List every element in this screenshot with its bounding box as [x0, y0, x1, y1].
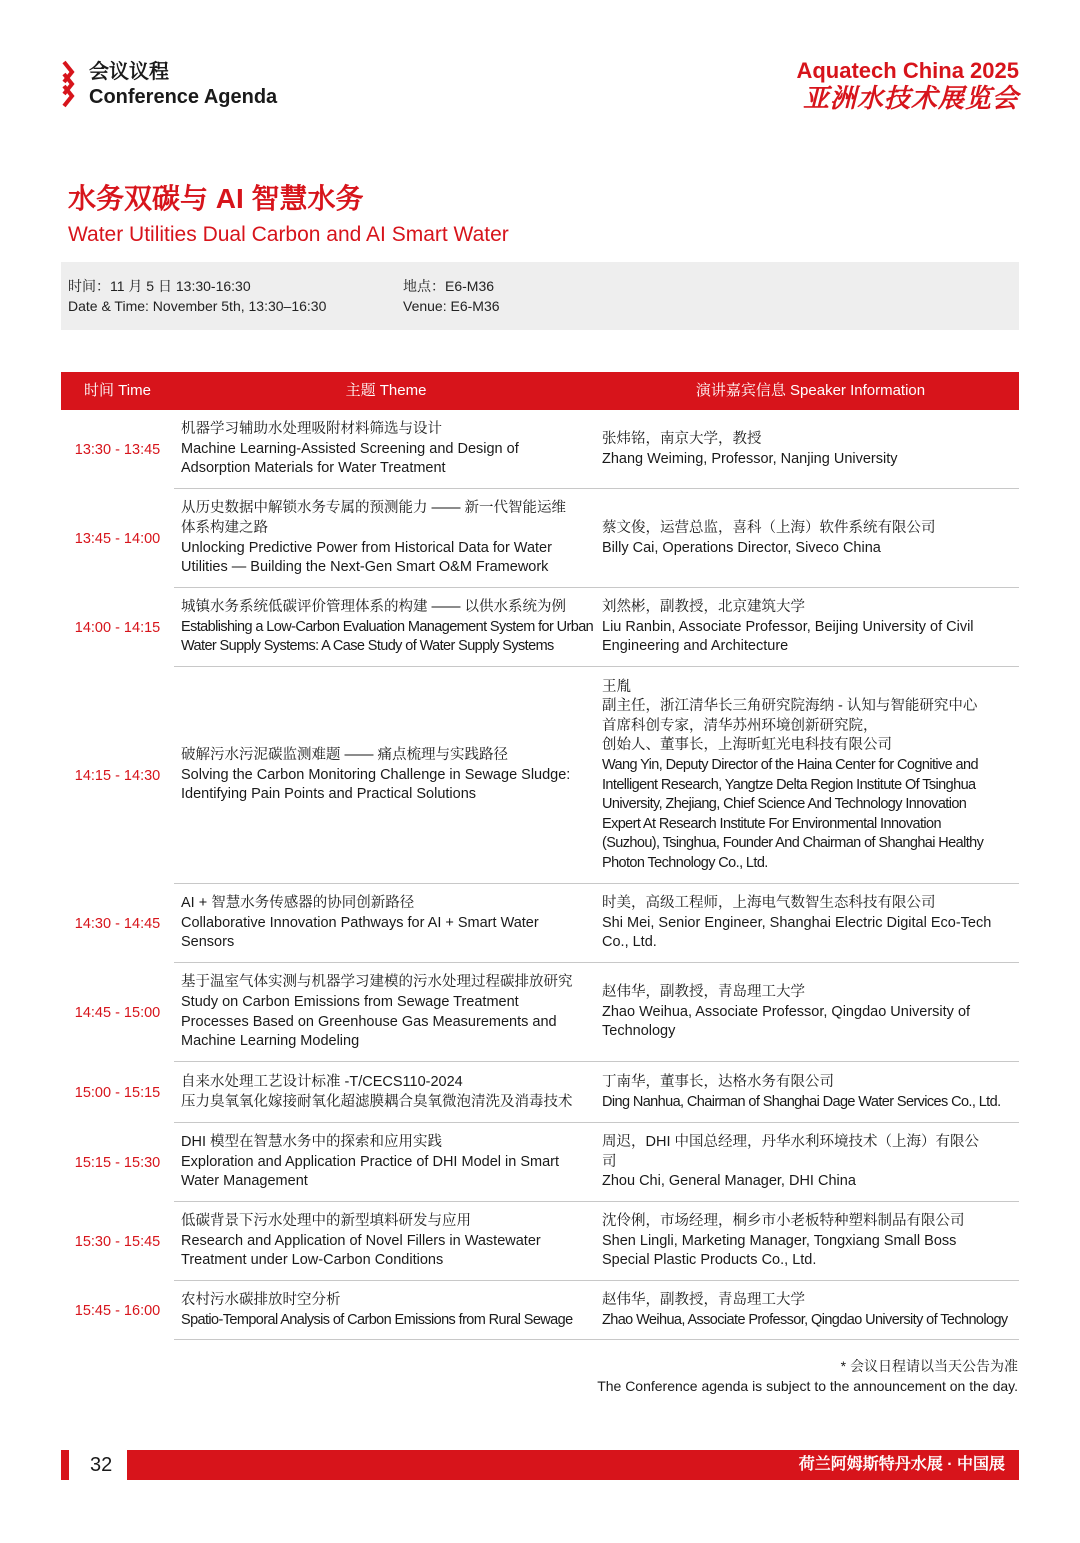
speaker-line: (Suzhou), Tsinghua, Founder And Chairman of Shanghai Healthy	[602, 835, 984, 852]
theme-line: 从历史数据中解锁水务专属的预测能力 —— 新一代智能运维	[181, 500, 567, 517]
row-divider	[174, 1339, 1019, 1340]
speaker-line: 蔡文俊，运营总监，喜科（上海）软件系统有限公司	[602, 519, 936, 536]
speaker-line: Special Plastic Products Co., Ltd.	[602, 1252, 817, 1269]
time-cn: 时间：11 月 5 日 13:30-16:30	[68, 278, 251, 294]
theme-line: Collaborative Innovation Pathways for AI + Smart Water	[181, 914, 539, 931]
speaker-info	[602, 1281, 1019, 1340]
speaker-line: Shi Mei, Senior Engineer, Shanghai Electric Digital Eco-Tech	[602, 914, 992, 931]
speaker-info	[602, 1123, 1019, 1202]
speaker-line: Engineering and Architecture	[602, 638, 789, 655]
session-time: 15:45 - 16:00	[74, 1302, 161, 1319]
theme-line: AI + 智慧水务传感器的协同创新路径	[181, 895, 415, 912]
theme-line: Establishing a Low-Carbon Evaluation Management System for Urban	[181, 618, 594, 635]
session-theme	[181, 667, 591, 884]
footer-banner	[127, 1450, 1019, 1480]
theme-line: Water Supply Systems: A Case Study of Water Supply Systems	[181, 638, 554, 655]
session-time: 14:30 - 14:45	[74, 915, 161, 932]
session-time: 15:00 - 15:15	[74, 1084, 161, 1101]
speaker-line: 赵伟华，副教授，青岛理工大学	[602, 984, 805, 1001]
header-time: 时间 Time	[84, 382, 151, 399]
disclaimer-en: The Conference agenda is subject to the announcement on the day.	[597, 1378, 1018, 1394]
speaker-line: Zhao Weihua, Associate Professor, Qingdao University of	[602, 1003, 971, 1020]
speaker-line: 副主任，浙江清华长三角研究院海纳 - 认知与智能研究中心	[602, 698, 978, 715]
session-time: 14:45 - 15:00	[74, 1004, 161, 1021]
theme-line: Machine Learning-Assisted Screening and Design of	[181, 440, 519, 457]
session-time: 14:00 - 14:15	[74, 619, 161, 636]
theme-line: Utilities — Building the Next-Gen Smart O&M Framework	[181, 559, 549, 576]
speaker-info	[602, 884, 1019, 963]
speaker-line: Co., Ltd.	[602, 934, 657, 951]
speaker-line: 张炜铭，南京大学，教授	[602, 430, 762, 447]
theme-line: Sensors	[181, 934, 235, 951]
theme-line: 压力臭氧氧化嫁接耐氧化超滤膜耦合臭氧微泡清洗及消毒技术	[181, 1093, 573, 1110]
session-time: 15:15 - 15:30	[74, 1154, 161, 1171]
theme-line: 基于温室气体实测与机器学习建模的污水处理过程碳排放研究	[181, 974, 573, 991]
speaker-line: Intelligent Research, Yangtze Delta Region Institute Of Tsinghua	[602, 776, 976, 793]
speaker-line: Shen Lingli, Marketing Manager, Tongxiang Small Boss	[602, 1232, 957, 1249]
theme-line: DHI 模型在智慧水务中的探索和应用实践	[181, 1134, 442, 1151]
theme-line: 破解污水污泥碳监测难题 —— 痛点梳理与实践路径	[181, 747, 509, 764]
header-title-en: Conference Agenda	[89, 86, 278, 108]
header-title-cn: 会议议程	[89, 61, 169, 83]
speaker-line: Liu Ranbin, Associate Professor, Beijing University of Civil	[602, 618, 974, 635]
chevron-logo-icon	[60, 60, 80, 108]
session-time: 15:30 - 15:45	[74, 1233, 161, 1250]
section-title-cn: 水务双碳与 AI 智慧水务	[68, 183, 364, 214]
theme-line: Identifying Pain Points and Practical Solutions	[181, 786, 477, 803]
page-number: 32	[90, 1454, 113, 1476]
session-time: 14:15 - 14:30	[74, 767, 161, 784]
speaker-info	[602, 1202, 1019, 1281]
session-theme	[181, 1281, 591, 1340]
theme-line: 体系构建之路	[181, 519, 268, 536]
venue-en: Venue: E6-M36	[403, 298, 500, 314]
session-theme	[181, 1062, 591, 1123]
speaker-line: 时美，高级工程师，上海电气数智生态科技有限公司	[602, 895, 936, 912]
speaker-line: Technology	[602, 1023, 676, 1040]
speaker-line: 周迟，DHI 中国总经理，丹华水利环境技术（上海）有限公	[602, 1134, 979, 1151]
speaker-line: Ding Nanhua, Chairman of Shanghai Dage Water Services Co., Ltd.	[602, 1093, 1001, 1110]
agenda-table-header	[61, 372, 1019, 410]
session-time: 13:45 - 14:00	[74, 530, 161, 547]
speaker-line: 创始人、董事长，上海昕虹光电科技有限公司	[602, 737, 892, 754]
speaker-info	[602, 963, 1019, 1062]
speaker-info	[602, 1062, 1019, 1123]
speaker-line: Expert At Research Institute For Environmental Innovation	[602, 815, 941, 832]
speaker-line: 司	[602, 1153, 617, 1170]
theme-line: Spatio-Temporal Analysis of Carbon Emissions from Rural Sewage	[181, 1311, 573, 1328]
speaker-line: 沈伶俐，市场经理，桐乡市小老板特种塑料制品有限公司	[602, 1213, 965, 1230]
speaker-info	[602, 489, 1019, 588]
speaker-line: Zhao Weihua, Associate Professor, Qingdao University of Technology	[602, 1311, 1008, 1328]
section-title-en: Water Utilities Dual Carbon and AI Smart Water	[68, 223, 509, 246]
speaker-line: 首席科创专家，清华苏州环境创新研究院，	[602, 717, 878, 734]
venue-cn: 地点：E6-M36	[403, 278, 495, 294]
theme-line: Solving the Carbon Monitoring Challenge in Sewage Sludge:	[181, 766, 571, 783]
theme-line: Exploration and Application Practice of DHI Model in Smart	[181, 1153, 559, 1170]
header-speaker: 演讲嘉宾信息 Speaker Information	[695, 382, 926, 399]
speaker-line: 刘然彬，副教授，北京建筑大学	[602, 599, 805, 616]
session-time: 13:30 - 13:45	[74, 441, 161, 458]
table-row	[61, 588, 1019, 667]
speaker-line: Billy Cai, Operations Director, Siveco China	[602, 539, 881, 556]
table-row	[61, 1281, 1019, 1340]
brand-name-cn: 亚洲水技术展览会	[802, 83, 1019, 113]
theme-line: 农村污水碳排放时空分析	[181, 1291, 341, 1308]
speaker-info	[602, 410, 1019, 489]
table-row	[61, 1062, 1019, 1123]
theme-line: 城镇水务系统低碳评价管理体系的构建 —— 以供水系统为例	[181, 599, 567, 616]
theme-line: 机器学习辅助水处理吸附材料筛选与设计	[181, 421, 442, 438]
speaker-info	[602, 667, 1019, 884]
theme-line: Water Management	[181, 1173, 308, 1190]
theme-line: Research and Application of Novel Fillers in Wastewater	[181, 1232, 541, 1249]
speaker-line: Zhou Chi, General Manager, DHI China	[602, 1173, 856, 1190]
theme-line: 自来水处理工艺设计标准 -T/CECS110-2024	[181, 1073, 463, 1090]
speaker-line: University, Zhejiang, Chief Science And Technology Innovation	[602, 796, 967, 813]
speaker-line: Wang Yin, Deputy Director of the Haina Center for Cognitive and	[602, 756, 978, 773]
table-row	[61, 963, 1019, 1062]
theme-line: Treatment under Low-Carbon Conditions	[181, 1252, 444, 1269]
session-theme	[181, 963, 591, 1062]
session-theme	[181, 588, 594, 667]
theme-line: Study on Carbon Emissions from Sewage Treatment	[181, 993, 519, 1010]
theme-line: Unlocking Predictive Power from Historical Data for Water	[181, 539, 552, 556]
session-theme	[181, 1123, 591, 1202]
disclaimer-cn: * 会议日程请以当天公告为准	[840, 1358, 1018, 1374]
theme-line: Machine Learning Modeling	[181, 1033, 360, 1050]
speaker-info	[602, 588, 1019, 667]
table-row	[61, 884, 1019, 963]
header-theme: 主题 Theme	[345, 382, 427, 399]
speaker-line: Photon Technology Co., Ltd.	[602, 854, 768, 871]
speaker-line: Zhang Weiming, Professor, Nanjing University	[602, 450, 898, 467]
table-row	[61, 1123, 1019, 1202]
table-row	[61, 489, 1019, 588]
speaker-line: 丁南华，董事长，达格水务有限公司	[602, 1073, 834, 1090]
theme-line: 低碳背景下污水处理中的新型填料研发与应用	[181, 1213, 471, 1230]
session-theme	[181, 884, 591, 963]
footer-accent-mark	[61, 1450, 69, 1480]
speaker-line: 赵伟华，副教授，青岛理工大学	[602, 1291, 805, 1308]
brand-name-en: Aquatech China 2025	[796, 58, 1019, 83]
session-info-box	[61, 262, 1019, 330]
footer-banner-text: 荷兰阿姆斯特丹水展 · 中国展	[798, 1456, 1005, 1473]
session-theme	[181, 1202, 591, 1281]
session-theme	[181, 410, 591, 489]
time-en: Date & Time: November 5th, 13:30–16:30	[68, 298, 327, 314]
table-row	[61, 410, 1019, 489]
table-row	[61, 1202, 1019, 1281]
table-row	[61, 667, 1019, 884]
session-theme	[181, 489, 591, 588]
theme-line: Processes Based on Greenhouse Gas Measurements and	[181, 1013, 557, 1030]
theme-line: Adsorption Materials for Water Treatment	[181, 460, 446, 477]
speaker-line: 王胤	[602, 678, 631, 695]
